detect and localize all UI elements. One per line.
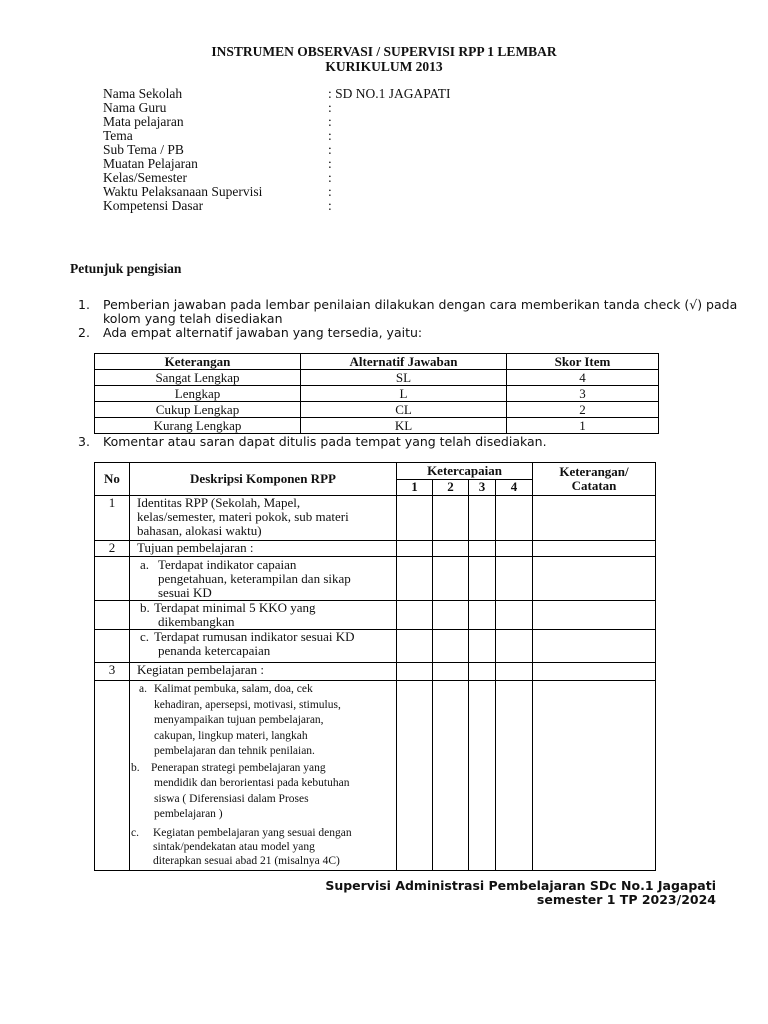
instruction-2-text: Ada empat alternatif jawaban yang tersedia, yaitu:	[103, 325, 423, 340]
score-cell[interactable]	[433, 557, 469, 601]
instruction-3-number: 3.	[78, 434, 90, 449]
row-description: Kegiatan pembelajaran :	[130, 663, 397, 681]
sub-item-text	[154, 630, 355, 658]
description-line: pengetahuan, keterampilan dan sikap	[158, 571, 351, 586]
score-cell[interactable]	[433, 663, 469, 681]
sub-item-text	[153, 826, 352, 868]
alternative-answer-table	[94, 353, 659, 434]
document-title-line1: INSTRUMEN OBSERVASI / SUPERVISI RPP 1 LEMBAR	[211, 44, 557, 59]
score-cell[interactable]	[496, 681, 533, 871]
header-keterangan-line2: Catatan	[571, 478, 617, 493]
column-header: Keterangan	[95, 354, 301, 370]
notes-cell[interactable]	[533, 557, 656, 601]
description-line: bahasan, alokasi waktu)	[137, 523, 262, 538]
score-header-2: 2	[433, 480, 469, 496]
footer-line2: semester 1 TP 2023/2024	[536, 892, 716, 907]
table-cell: 4	[507, 370, 659, 386]
description-line: mendidik dan berorientasi pada kebutuhan	[154, 777, 350, 789]
row-number: 1	[95, 496, 130, 541]
score-header-1: 1	[397, 480, 433, 496]
score-cell[interactable]	[496, 496, 533, 541]
score-cell[interactable]	[397, 496, 433, 541]
sub-item-marker: b.	[131, 761, 140, 774]
table-row	[95, 402, 659, 418]
score-cell[interactable]	[496, 630, 533, 663]
table-row	[95, 386, 659, 402]
sub-item	[140, 601, 396, 629]
row-number-empty	[95, 630, 130, 663]
notes-cell[interactable]	[533, 663, 656, 681]
score-cell[interactable]	[433, 541, 469, 557]
header-keterangan	[533, 463, 656, 496]
instruction-3-text: Komentar atau saran dapat ditulis pada tempat yang telah disediakan.	[103, 434, 547, 449]
score-cell[interactable]	[433, 496, 469, 541]
notes-cell[interactable]	[533, 541, 656, 557]
header-keterangan-line1: Keterangan/	[559, 464, 629, 479]
field-value: :	[328, 170, 332, 185]
table-cell: Cukup Lengkap	[95, 402, 301, 418]
score-cell[interactable]	[433, 630, 469, 663]
sub-item	[140, 558, 396, 600]
description-line: kelas/semester, materi pokok, sub materi	[137, 509, 349, 524]
description-line: Penerapan strategi pembelajaran yang	[151, 761, 326, 774]
description-line: Kegiatan pembelajaran yang sesuai dengan	[153, 826, 352, 839]
description-line: pembelajaran )	[154, 808, 223, 820]
sub-item	[130, 682, 396, 760]
field-label: Nama Sekolah	[103, 86, 183, 101]
sub-item-text	[154, 601, 316, 629]
table-header-row	[95, 463, 656, 480]
description-line: dikembangkan	[158, 614, 235, 629]
header-ketercapaian: Ketercapaian	[397, 463, 533, 480]
description-line: pembelajaran dan tehnik penilaian.	[154, 745, 315, 757]
field-value: :	[328, 100, 332, 115]
score-cell[interactable]	[397, 601, 433, 630]
notes-cell[interactable]	[533, 630, 656, 663]
description-line: Terdapat minimal 5 KKO yang	[154, 600, 316, 615]
sub-item	[140, 630, 396, 658]
table-cell: L	[301, 386, 507, 402]
score-cell[interactable]	[469, 541, 496, 557]
table-row	[95, 557, 656, 601]
field-label: Kompetensi Dasar	[103, 198, 204, 213]
notes-cell[interactable]	[533, 681, 656, 871]
table-row	[95, 630, 656, 663]
description-line: Terdapat indikator capaian	[158, 557, 297, 572]
row-number-empty	[95, 601, 130, 630]
score-cell[interactable]	[469, 496, 496, 541]
column-header: Alternatif Jawaban	[301, 354, 507, 370]
table-row	[95, 370, 659, 386]
notes-cell[interactable]	[533, 601, 656, 630]
row-description	[130, 557, 397, 601]
footer-line1: Supervisi Administrasi Pembelajaran SDc No.1 Jagapati	[325, 878, 716, 893]
sub-item-marker: a.	[140, 557, 150, 572]
field-value: :	[328, 184, 332, 199]
row-number: 3	[95, 663, 130, 681]
table-header-row	[95, 354, 659, 370]
description-line: sesuai KD	[158, 585, 212, 600]
score-header-3: 3	[469, 480, 496, 496]
table-row	[95, 541, 656, 557]
sub-item-marker: c.	[140, 629, 150, 644]
sub-item	[130, 826, 396, 868]
sub-item-marker: b.	[140, 600, 150, 615]
description-line: menyampaikan tujuan pembelajaran,	[154, 714, 324, 726]
description-line: Kalimat pembuka, salam, doa, cek	[154, 683, 313, 695]
score-header-4: 4	[496, 480, 533, 496]
table-cell: KL	[301, 418, 507, 434]
sub-item-text	[151, 761, 349, 823]
table-row	[95, 601, 656, 630]
sub-item-text	[154, 558, 351, 600]
field-label: Sub Tema / PB	[103, 142, 184, 157]
table-row	[95, 496, 656, 541]
field-value: :	[328, 128, 332, 143]
description-line: cakupan, lingkup materi, langkah	[154, 729, 308, 742]
field-label: Mata pelajaran	[103, 114, 184, 129]
field-value: :	[328, 198, 332, 213]
row-description	[130, 601, 397, 630]
score-cell[interactable]	[469, 630, 496, 663]
score-cell[interactable]	[496, 557, 533, 601]
score-cell[interactable]	[496, 601, 533, 630]
field-value: :	[328, 114, 332, 129]
instructions-heading: Petunjuk pengisian	[70, 261, 182, 276]
row-description	[130, 681, 397, 871]
sub-item-text	[154, 682, 341, 760]
description-line: penanda ketercapaian	[158, 643, 271, 658]
notes-cell[interactable]	[533, 496, 656, 541]
table-row	[95, 681, 656, 871]
header-no: No	[95, 463, 130, 496]
table-cell: SL	[301, 370, 507, 386]
score-cell[interactable]	[397, 541, 433, 557]
field-label: Tema	[103, 128, 133, 143]
rpp-observation-table	[94, 462, 656, 871]
column-header: Skor Item	[507, 354, 659, 370]
field-value: :	[328, 142, 332, 157]
score-cell[interactable]	[469, 601, 496, 630]
description-line: sintak/pendekatan atau model yang	[153, 840, 315, 853]
field-label: Nama Guru	[103, 100, 167, 115]
table-cell: CL	[301, 402, 507, 418]
score-cell[interactable]	[469, 681, 496, 871]
field-value: :	[328, 156, 332, 171]
table-cell: Kurang Lengkap	[95, 418, 301, 434]
instruction-2-number: 2.	[78, 325, 90, 340]
field-label: Waktu Pelaksanaan Supervisi	[103, 184, 263, 199]
description-line: siswa ( Diferensiasi dalam Proses	[154, 792, 309, 805]
document-title-line2: KURIKULUM 2013	[325, 59, 443, 74]
score-cell[interactable]	[397, 557, 433, 601]
identity-fields	[0, 87, 768, 217]
row-number-empty	[95, 681, 130, 871]
field-value: : SD NO.1 JAGAPATI	[328, 86, 451, 101]
table-cell: Lengkap	[95, 386, 301, 402]
table-cell: 2	[507, 402, 659, 418]
field-label: Muatan Pelajaran	[103, 156, 198, 171]
score-cell[interactable]	[397, 681, 433, 871]
score-cell[interactable]	[496, 541, 533, 557]
table-cell: 1	[507, 418, 659, 434]
score-cell[interactable]	[469, 557, 496, 601]
table-row	[95, 663, 656, 681]
table-row	[95, 418, 659, 434]
row-number: 2	[95, 541, 130, 557]
sub-item-marker: a.	[139, 683, 147, 695]
score-cell[interactable]	[433, 681, 469, 871]
table-cell: Sangat Lengkap	[95, 370, 301, 386]
sub-item-marker: c.	[131, 826, 139, 839]
table-cell: 3	[507, 386, 659, 402]
description-line: diterapkan sesuai abad 21 (misalnya 4C)	[153, 854, 340, 867]
score-cell[interactable]	[469, 663, 496, 681]
instruction-1-line2: kolom yang telah disediakan	[103, 311, 283, 326]
score-cell[interactable]	[397, 630, 433, 663]
description-line: Identitas RPP (Sekolah, Mapel,	[137, 495, 301, 510]
row-description: Tujuan pembelajaran :	[130, 541, 397, 557]
score-cell[interactable]	[397, 663, 433, 681]
score-cell[interactable]	[433, 601, 469, 630]
instruction-1-number: 1.	[78, 297, 90, 312]
sub-item	[130, 761, 396, 823]
header-deskripsi: Deskripsi Komponen RPP	[130, 463, 397, 496]
instruction-1-line1: Pemberian jawaban pada lembar penilaian dilakukan dengan cara memberikan tanda check (√) pada	[103, 297, 738, 312]
row-number-empty	[95, 557, 130, 601]
score-cell[interactable]	[496, 663, 533, 681]
field-label: Kelas/Semester	[103, 170, 187, 185]
row-description	[130, 496, 397, 541]
row-description	[130, 630, 397, 663]
description-line: Terdapat rumusan indikator sesuai KD	[154, 629, 355, 644]
description-line: kehadiran, apersepsi, motivasi, stimulus,	[154, 698, 341, 711]
